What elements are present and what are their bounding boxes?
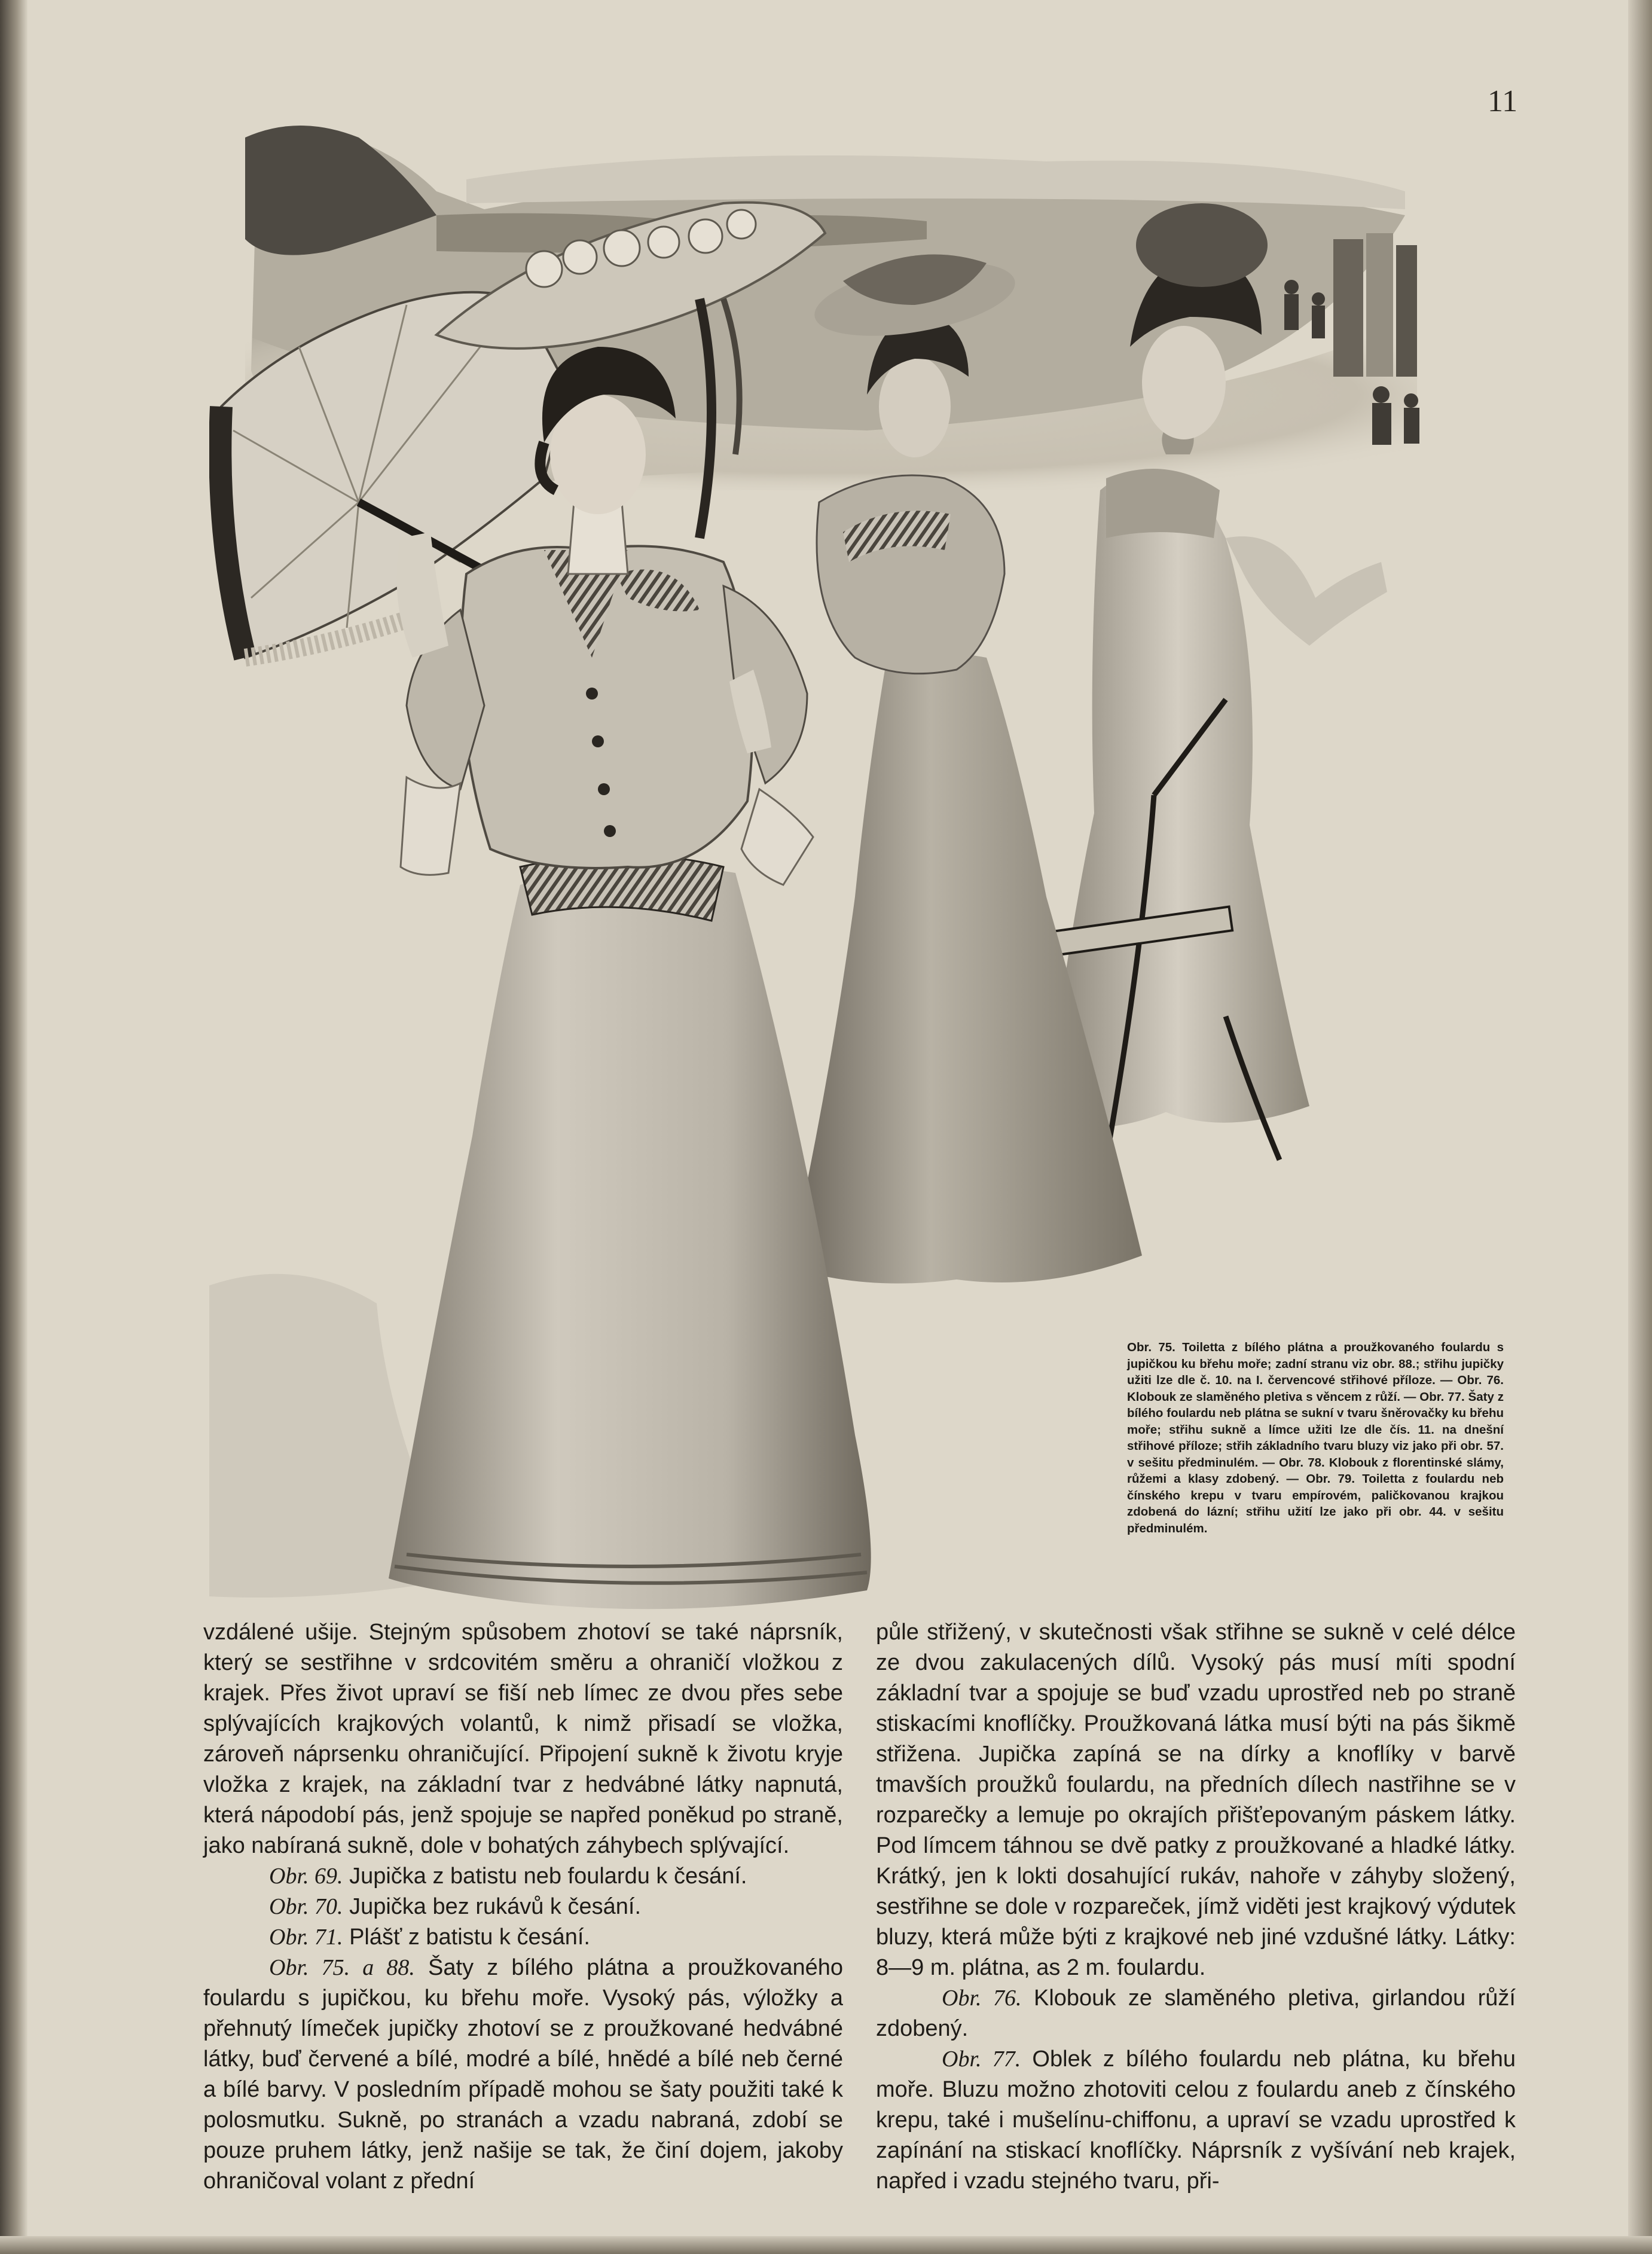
- figure-caption: Obr. 75. Toiletta z bílého plátna a proužkovaného foulardu s jupičkou ku břehu moře; zadní stranu viz obr. 88.; střihu jupičky užiti lze dle č. 10. na I. červencové střihové příloze. — Obr. 76. Klobouk ze slaměného pletiva s věncem z růží. — Obr. 77. Šaty z bílého foulardu neb plátna se sukní v tvaru šněrovačky ku břehu moře; střihu sukně a límce užiti lze dle čís. 11. na dnešní střihové příloze; střih základního tvaru bluzy viz jako při obr. 57. v sešitu předminulém. — Obr. 78. Klobouk z florentinské slámy, růžemi a klasy zdobený. — Obr. 79. Toiletta z foulardu neb čínského krepu v tvaru empírovém, paličkovanou krajkou zdobená do lázní; střihu užití lze jako při obr. 44. v sešitu předminulém.: [1127, 1340, 1504, 1535]
- paragraph: půle střižený, v skutečnosti však střihne se sukně v celé délce ze dvou zakulacených dílů. Vysoký pás musí míti spodní základní tvar a spojuje se buď vzadu uprostřed neb po straně stiskacími knoflíčky. Proužkovaná látka musí býti na pás šikmě střižena. Jupička zapíná se na dírky a knoflíky v barvě tmavších proužků foulardu, na předních dílech nastřihne se v rozparečky a lemuje po okrajích přišťepovaným páskem látky. Pod límcem táhnou se dvě patky z proužkované a hladké látky. Krátký, jen k lokti dosahující rukáv, nahoře v záhyby složený, sestřihne se dole v rozpareček, jímž viděti jest krajkový výdutek bluzy, která může býti z krajkové neb jiné vzdušné látky. Látky: 8—9 m. plátna, as 2 m. foulardu.: [876, 1620, 1516, 1980]
- page-edge-right: [1628, 0, 1652, 2254]
- entry-text: Plášť z batistu k česání.: [343, 1925, 590, 1950]
- entry-76: [876, 1983, 1516, 2044]
- entry-text: Jupička z batistu neb foulardu k česání.: [343, 1864, 747, 1889]
- figure-ref: Obr. 70.: [269, 1894, 343, 1919]
- entry-text: Klobouk ze slaměného pletiva, girlandou růží zdobený.: [876, 1986, 1516, 2041]
- entry-75-88: [203, 1953, 843, 2197]
- text-column-right: [876, 1617, 1516, 2197]
- entry-77: [876, 2044, 1516, 2197]
- page-edge-bottom: [0, 2236, 1652, 2254]
- figure-ref: Obr. 71.: [269, 1925, 343, 1950]
- entry-69: [203, 1861, 843, 1892]
- figure-ref: Obr. 76.: [942, 1986, 1022, 2011]
- text-column-left: [203, 1617, 843, 2197]
- binding-gutter: [0, 0, 28, 2254]
- figure-ref: Obr. 77.: [942, 2047, 1021, 2072]
- entry-text: Jupička bez rukávů k česání.: [343, 1894, 642, 1919]
- entry-71: [203, 1922, 843, 1953]
- entry-text: Šaty z bílého plátna a proužkovaného foulardu s jupičkou, ku břehu moře. Vysoký pás, výložky a přehnutý límeček jupičky zhotoví se z proužkované hedvábné látky, buď červené a bílé, modré a bílé, hnědé a bílé neb černé a bílé barvy. V posledním případě mohou se šaty použiti také k polosmutku. Sukně, po stranách a vzadu nabraná, zdobí se pouze pruhem látky, jenž našije se tak, že činí dojem, jakoby ohraničoval volant z přední: [203, 1955, 843, 2194]
- entry-70: [203, 1892, 843, 1922]
- figure-ref: Obr. 69.: [269, 1864, 343, 1889]
- entry-text: Oblek z bílého foulardu neb plátna, ku břehu moře. Bluzu možno zhotoviti celou z foulardu aneb z čínského krepu, také i mušelínu-chiffonu, a upraví se vzadu uprostřed k zapínání na stiskací knoflíčky. Náprsník z vyšívání neb krajek, napřed i vzadu stejného tvaru, při-: [876, 2047, 1516, 2194]
- figure-ref: Obr. 75. a 88.: [269, 1955, 415, 1980]
- paragraph: vzdálené ušije. Stejným spůsobem zhotoví se také náprsník, který se sestřihne v srdcovitém směru a ohraničí vložkou z krajek. Přes život upraví se fiší neb límec ze dvou přes sebe splývajících krajkových volantů, k nimž přisadí se vložka, zároveň náprsenku ohraničující. Připojení sukně k životu kryje vložka z krajek, na základní tvar z hedvábné látky napnutá, která nápodobí pás, jenž spojuje se napřed poněkud po straně, jako nabíraná sukně, dole v bohatých záhybech splývající.: [203, 1620, 843, 1858]
- page-number: 11: [1488, 84, 1518, 118]
